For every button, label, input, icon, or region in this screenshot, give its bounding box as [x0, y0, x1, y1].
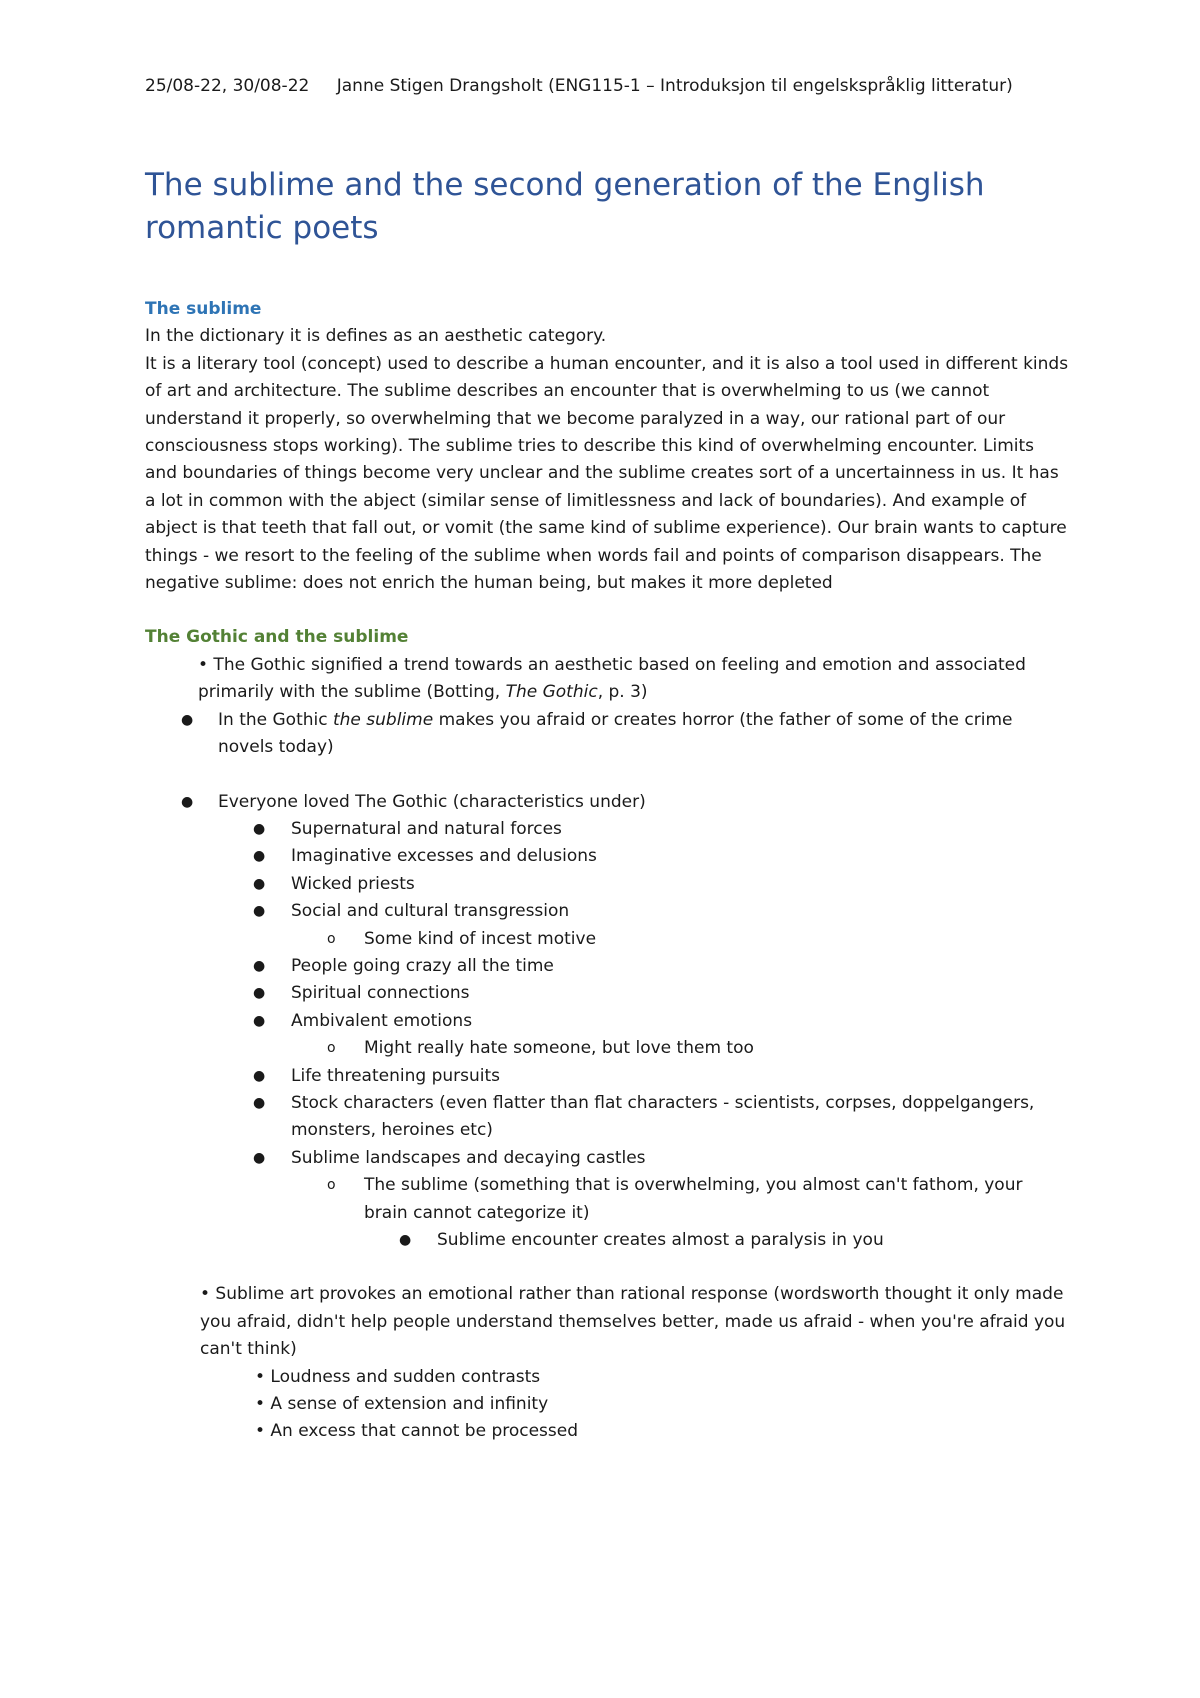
- list-item: ● Social and cultural transgression: [145, 898, 1070, 925]
- list-item: ● Supernatural and natural forces: [145, 816, 1070, 843]
- list-item: ● People going crazy all the time: [145, 953, 1070, 980]
- list-item: ● Sublime landscapes and decaying castles: [145, 1145, 1070, 1172]
- list-item: ● Everyone loved The Gothic (characteristics under): [145, 789, 1070, 816]
- bullet-icon: ●: [253, 985, 266, 1002]
- header-date: 25/08-22, 30/08-22: [145, 76, 310, 96]
- list-item: ● Wicked priests: [145, 871, 1070, 898]
- list-item: o Some kind of incest motive: [145, 926, 1070, 953]
- list-item: ● In the Gothic the sublime makes you afraid or creates horror (the father of some of the crime novels today): [145, 707, 1070, 762]
- document-title: The sublime and the second generation of the English romantic poets: [145, 167, 985, 246]
- heading-gothic: The Gothic and the sublime: [145, 627, 409, 648]
- bullet-icon: ●: [253, 1094, 266, 1111]
- bullet-icon: ●: [253, 903, 266, 920]
- list-item: ● Sublime encounter creates almost a paralysis in you: [145, 1227, 1070, 1254]
- document-body: [145, 296, 1070, 1446]
- list-item: ● Ambivalent emotions: [145, 1008, 1070, 1035]
- page-header: [145, 76, 1013, 96]
- bullet-icon: ●: [399, 1232, 412, 1248]
- bullet-icon: ●: [253, 820, 266, 837]
- bullet-icon: ●: [253, 1149, 266, 1166]
- circle-bullet-icon: o: [327, 1177, 336, 1194]
- sublime-definition: In the dictionary it is defines as an aesthetic category.: [145, 326, 607, 347]
- header-course: Janne Stigen Drangsholt (ENG115-1 – Introduksjon til engelskspråklig litteratur): [336, 76, 1013, 96]
- circle-bullet-icon: o: [327, 930, 336, 947]
- bullet-icon: ●: [181, 793, 194, 810]
- bullet-icon: ●: [253, 1067, 266, 1084]
- sublime-art-paragraph: • Sublime art provokes an emotional rather than rational response (wordsworth thought it only made you afraid, didn't help people understand themselves better, made us afraid - when you're afraid you can't think): [200, 1284, 1066, 1360]
- gothic-quote: • The Gothic signified a trend towards an aesthetic based on feeling and emotion and associated primarily with the sublime (Botting, The Gothic, p. 3): [198, 654, 1026, 703]
- bullet-icon: ●: [253, 1012, 266, 1029]
- list-item: ● Spiritual connections: [145, 980, 1070, 1007]
- list-item: ● Imaginative excesses and delusions: [145, 843, 1070, 870]
- sublime-paragraph: It is a literary tool (concept) used to describe a human encounter, and it is also a tool used in different kinds of art and architecture. The sublime describes an encounter that is overwhelming to us (we cannot understand it properly, so overwhelming that we become paralyzed in a way, our rational part of our consciousness stops working). The sublime tries to describe this kind of overwhelming encounter. Limits and boundaries of things become very unclear and the sublime creates sort of a uncertainness in us. It has a lot in common with the abject (similar sense of limitlessness and lack of boundaries). And example of abject is that teeth that fall out, or vomit (the same kind of sublime experience). Our brain wants to capture things - we resort to the feeling of the sublime when words fail and points of comparison disappears. The negative sublime: does not enrich the human being, but makes it more depleted: [145, 353, 1069, 594]
- list-item: ● Stock characters (even flatter than flat characters - scientists, corpses, doppelgangers, monsters, heroines etc): [145, 1090, 1070, 1145]
- list-item: ● Life threatening pursuits: [145, 1063, 1070, 1090]
- list-item: • A sense of extension and infinity: [255, 1394, 549, 1415]
- bullet-icon: ●: [253, 957, 266, 974]
- list-item: o Might really hate someone, but love them too: [145, 1035, 1070, 1062]
- bullet-icon: ●: [181, 711, 194, 728]
- list-item: • Loudness and sudden contrasts: [255, 1366, 541, 1387]
- list-item: o The sublime (something that is overwhelming, you almost can't fathom, your brain cannot categorize it): [145, 1172, 1070, 1227]
- list-item: • An excess that cannot be processed: [255, 1421, 579, 1442]
- heading-sublime: The sublime: [145, 299, 262, 319]
- bullet-icon: ●: [253, 848, 266, 865]
- circle-bullet-icon: o: [327, 1040, 336, 1057]
- bullet-icon: ●: [253, 875, 266, 892]
